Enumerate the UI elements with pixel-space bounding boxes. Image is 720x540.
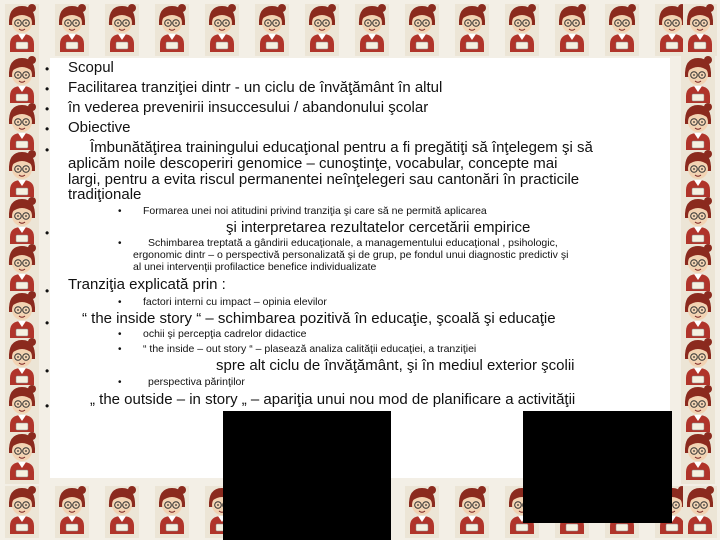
cartoon-girl-icon [5,291,39,343]
objective-line: largi, pentru a evita riscul permanentei neînţelegeri sau cantonări în practicile [68,171,580,188]
scope-heading: Scopul [68,59,114,76]
cartoon-girl-icon [5,197,39,249]
objective-line: Îmbunătăţirea trainingului educaţional pentru a fi pregătiţi să înţelegem şi să [90,139,593,156]
bullet-marker: • [45,316,50,330]
bullet-transition-explained: Tranziţia explicată prin : [68,276,226,293]
cartoon-girl-icon [5,56,39,108]
cartoon-girl-icon [681,197,715,249]
sub-bullet-marker: • [118,344,122,355]
sub-internal-factors: factori interni cu impact – opinia elevilor [143,296,327,308]
cartoon-girl-icon [555,4,589,56]
sub-inside-out-story: “ the inside – out story “ – plasează analiza calităţii educaţiei, a tranziţiei [143,343,477,355]
bullet-marker: • [45,62,50,76]
sub-bullet-marker: • [118,329,122,340]
bullet-marker: • [45,226,50,240]
bullet-outside-in-story: „ the outside – in story „ – apariţia unui nou mod de planificare a activităţii [90,391,576,408]
cartoon-girl-icon [605,4,639,56]
cartoon-girl-icon [5,244,39,296]
cartoon-girl-icon [683,4,717,56]
sub-gradual-change: ergonomic dintr – o perspectivă personalizată şi de grup, pe fondul unui diagnostic predictiv şi [133,249,569,261]
bullet-marker: • [45,284,50,298]
cartoon-girl-icon [155,4,189,56]
sub-bullet-marker: • [118,238,122,249]
cartoon-girl-icon [205,4,239,56]
objective-line: tradiţionale [68,186,142,203]
cartoon-girl-icon [255,4,289,56]
sub-teachers: ochii şi percepţia cadrelor didactice [143,328,307,340]
cartoon-girl-icon [5,150,39,202]
redacted-block-left [223,411,391,540]
cartoon-girl-icon [55,486,89,538]
sub-bullet-marker: • [118,377,122,388]
cartoon-girl-icon [455,486,489,538]
cartoon-girl-icon [105,4,139,56]
cartoon-girl-icon [5,486,39,538]
cartoon-girl-icon [681,338,715,390]
redacted-block-right [523,411,672,523]
bullet-marker: • [45,122,50,136]
cartoon-girl-icon [681,103,715,155]
objective-line: aplicăm noile descoperiri genomice – cunoştinţe, vocabular, concepte mai [68,155,558,172]
sub-attitude: Formarea unei noi atitudini privind tranziţia şi care să ne permită aplicarea [143,205,487,217]
bullet-prevention: în vederea prevenirii insuccesului / abandonului şcolar [68,99,429,116]
objectives-heading: Obiective [68,119,131,136]
cartoon-girl-icon [5,338,39,390]
cartoon-girl-icon [455,4,489,56]
cartoon-girl-icon [405,486,439,538]
cartoon-girl-icon [681,56,715,108]
cartoon-girl-icon [55,4,89,56]
bullet-next-cycle: spre alt ciclu de învăţământ, şi în mediul exterior şcolii [216,357,575,374]
sub-gradual-change: Schimbarea treptată a gândirii educaţionale, a managementului educaţional , psihologic, [148,237,558,249]
cartoon-girl-icon [5,385,39,437]
cartoon-girl-icon [5,432,39,484]
bullet-marker: • [45,399,50,413]
cartoon-girl-icon [681,432,715,484]
bullet-inside-story: “ the inside story “ – schimbarea pozitivă în educaţie, şcoală şi educaţie [82,310,556,327]
bullet-marker: • [45,143,50,157]
cartoon-girl-icon [5,4,39,56]
cartoon-girl-icon [681,150,715,202]
bullet-marker: • [45,82,50,96]
cartoon-girl-icon [405,4,439,56]
cartoon-girl-icon [505,4,539,56]
bullet-interpretation: şi interpretarea rezultatelor cercetării empirice [226,219,531,236]
bullet-marker: • [45,364,50,378]
cartoon-girl-icon [681,291,715,343]
sub-parents: perspectiva părinţilor [148,376,245,388]
cartoon-girl-icon [105,486,139,538]
cartoon-girl-icon [681,244,715,296]
cartoon-girl-icon [5,103,39,155]
sub-bullet-marker: • [118,206,122,217]
sub-gradual-change: al unei intervenţii profilactice benefice individualizate [133,261,377,273]
cartoon-girl-icon [155,486,189,538]
bullet-marker: • [45,102,50,116]
cartoon-girl-icon [355,4,389,56]
sub-bullet-marker: • [118,297,122,308]
cartoon-girl-icon [305,4,339,56]
bullet-transition: Facilitarea tranziţiei dintr - un ciclu de învăţământ în altul [68,79,443,96]
cartoon-girl-icon [683,486,717,538]
cartoon-girl-icon [681,385,715,437]
